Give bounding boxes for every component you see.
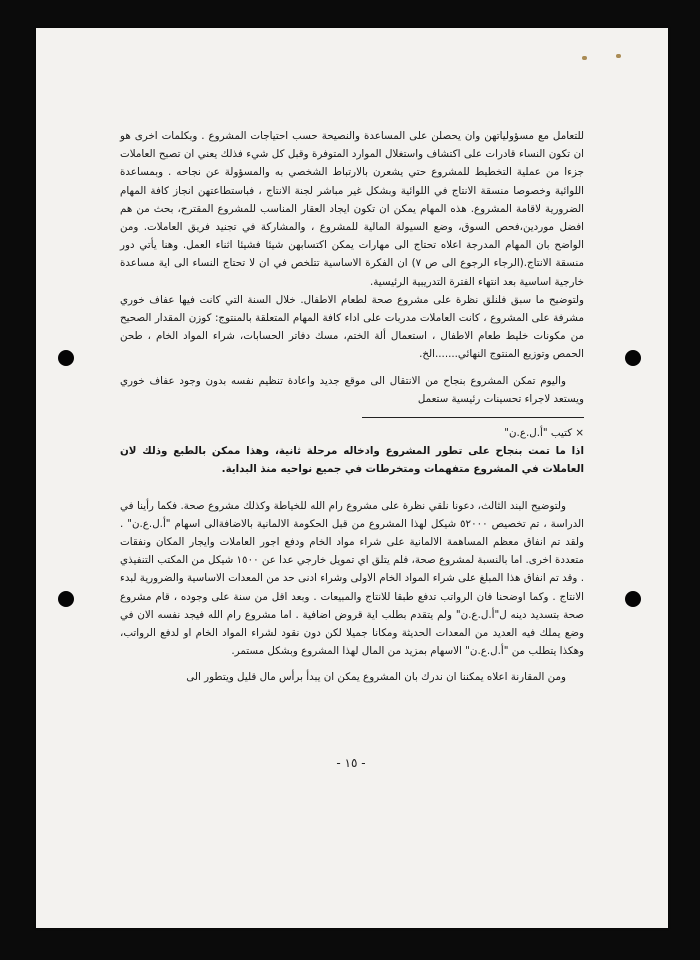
paragraph: ولتوضيح ما سبق فلنلق نظرة على مشروع صحة لطعام الاطفال. خلال السنة التي كانت فيها عفاف خوري مشرفة على المشروع ، كانت العاملات مدربات على اداء كافة المهام المتعلقة بالمنتوج: كوزن المقدار الصحيح من مكونات خليط طعام الاطفال ، استعمال ألة الختم، مسك دفاتر الحسابات، شراء المواد الخام ، طحن الحمص وتوزيع المنتوج النهائي.......الخ.: [120, 293, 584, 361]
page-number: - ١٥ -: [336, 756, 366, 770]
paragraph: واليوم تمكن المشروع بنجاح من الانتقال الى موقع جديد واعادة تنظيم نفسه بدون وجود عفاف خوري ويستعد لاجراء تحسينات رئيسية ستعمل: [120, 374, 584, 405]
paper-stain: [616, 54, 621, 58]
footnote-divider: [362, 417, 584, 418]
footnote-text: اذا ما تمت بنجاح على تطور المشروع وادخاله مرحلة ثانية، وهذا ممكن بالطبع وذلك لان العاملات في المشروع متفهمات ومتخرطات في جميع نواحيه منذ البداية.: [120, 445, 584, 476]
paper-stain: [582, 56, 587, 60]
punch-hole: [58, 350, 74, 366]
punch-hole: [58, 591, 74, 607]
document-page: [36, 28, 668, 928]
paragraph: للتعامل مع مسؤولياتهن وان يحصلن على المساعدة والنصيحة حسب احتياجات المشروع . وبكلمات اخرى هو ان تكون النساء قادرات على اكتشاف واستغلال الموارد المتوفرة وقبل كل شيء فذلك يعني ان تصبح العاملات جزءا من عملية التخطيط للمشروع حتي يشعرن بالارتباط الشخصي به والمسؤولة عن نجاحه . وبمساعدة اللوائية وخصوصا منسقة الانتاج في اللوائية وبشكل غير مباشر لجنة الانتاج ، فباستطاعتهن انجاز كافة المهام الضرورية لاقامة المشروع. هذه المهام يمكن ان تكون ايجاد العقار المناسب للمشروع المقترح، بحث من هم افضل موردين،فحص السوق، وضع السيولة المالية للمشروع ، والمشاركة في تجنيد فريق العاملات. ومن الواضح بان المهام المدرجة اعلاه تحتاج الى مهارات يمكن اكتسابهن شيئا فشيئا اثناء العمل. وهنا يأتي دور منسقة الانتاج.(الرجاء الرجوع الى ص ٧) ان الفكرة الاساسية تتلخص في ان لا تحتاج النساء الى اية مساعدة خارجية اساسية بعد انتهاء الفترة التدريبية الرئيسية.: [120, 130, 584, 288]
punch-hole: [625, 350, 641, 366]
footnote-marker: × كتيب "أ.ل.ع.ن": [504, 427, 584, 440]
punch-hole: [625, 591, 641, 607]
document-body: [120, 127, 584, 687]
paragraph: ومن المقارنة اعلاه يمكننا ان ندرك بان المشروع يمكن ان يبدأ برأس مال قليل ويتطور الى: [186, 671, 566, 684]
paragraph: ولتوضيح البند الثالث، دعونا نلقي نظرة على مشروع رام الله للخياطة وكذلك مشروع صحة. فكما رأينا في الدراسة ، تم تخصيص ٥٢٠٠٠ شيكل لهذا المشروع من قبل الحكومة الالمانية بالاضافةالى اسهام "أ.ل.ع.ن" . ولقد تم انفاق معظم المساهمة الالمانية على شراء مواد الخام ودفع اجور العاملات وايجار المكان ونفقات متعددة اخرى. اما بالنسبة لمشروع صحة، فلم يتلق اي تمويل خارجي عدا عن ١٥٠٠ شيكل من المكتب التنفيذي . وقد تم انفاق هذا المبلغ على شراء المواد الخام الاولى وشراء ادنى حد من المعدات الاساسية والضرورية لبدء الانتاج . وكما اوضحنا فان الرواتب تدفع طبقا للانتاج والمبيعات . وبعد اقل من سنة على وجوده ، قام مشروع صحة بتسديد دينه ل"أ.ل.ع.ن" ولم يتقدم بطلب اية قروض اضافية . اما مشروع رام الله فيجد نفسه الان في وضع يملك فيه العديد من المعدات الحديثة ومكانا جميلا لكن دون نقود لشراء المواد الخام او لدفع الرواتب، وهكذا يتطلب من "أ.ل.ع.ن" الاسهام بمزيد من المال لهذا المشروع وبشكل مستمر.: [120, 499, 585, 658]
